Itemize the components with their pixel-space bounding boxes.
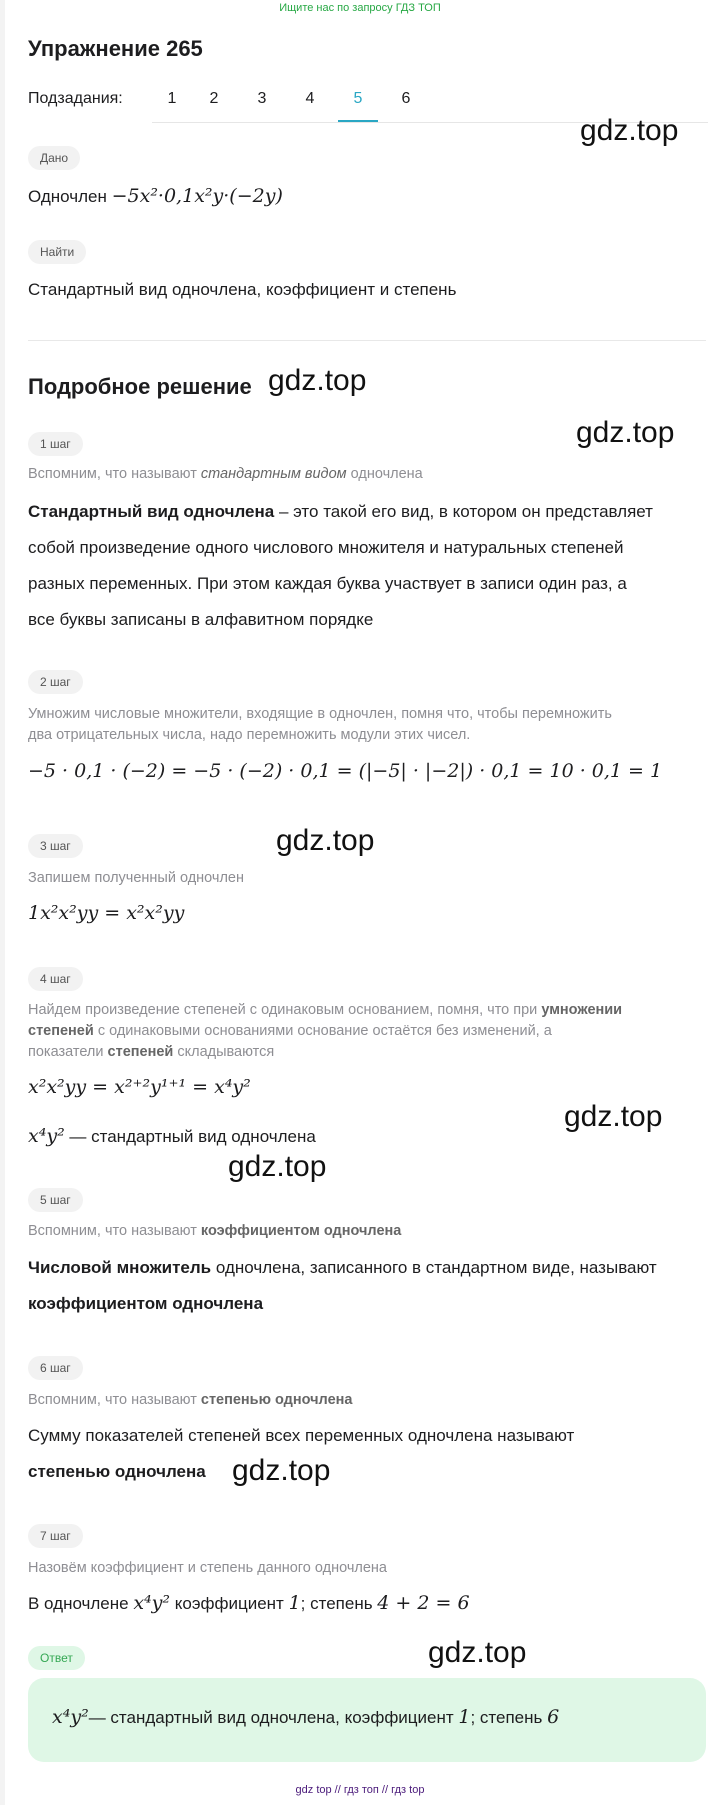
given-text <box>28 178 698 215</box>
answer-box <box>28 1678 706 1762</box>
step-7-hint: Назовём коэффициент и степень данного одночлена <box>28 1560 387 1576</box>
tab-2[interactable]: 2 <box>209 90 219 107</box>
answer-text-a: — стандартный вид одночлена, коэффициент <box>88 1708 459 1727</box>
step-2-hint2: два отрицательных числа, надо перемножить модули этих чисел. <box>28 727 471 743</box>
step-5-hint-b: коэффициентом одночлена <box>200 1223 402 1239</box>
step-1-line2: собой произведение одного числового множителя и натуральных степеней <box>28 538 624 557</box>
step-1-line1-text: – это такой его вид, в котором он представляет <box>274 502 653 521</box>
step-4-hint3b: степеней <box>107 1044 174 1060</box>
answer-deg: 6 <box>547 1706 560 1728</box>
step-4-math: x²x²yy = x²⁺²y¹⁺¹ = x⁴y² <box>28 1076 251 1098</box>
step-5-hint <box>28 1221 708 1242</box>
step-6-bold2: степенью одночлена <box>28 1462 206 1481</box>
tab-1[interactable]: 1 <box>167 90 177 107</box>
tab-3[interactable]: 3 <box>257 90 267 107</box>
step-7-math-a: x⁴y² <box>133 1592 171 1614</box>
step-3-math: 1x²x²yy = x²x²yy <box>28 902 185 924</box>
given-chip: Дано <box>28 146 80 170</box>
step-4-result-text: — стандартный вид одночлена <box>64 1127 316 1146</box>
step-2-hint1: Умножим числовые множители, входящие в одночлен, помня что, чтобы перемножить <box>28 706 612 722</box>
answer-chip: Ответ <box>28 1646 85 1670</box>
step-4-hint1 <box>28 1000 708 1021</box>
tab-6[interactable]: 6 <box>401 90 411 107</box>
step-3-hint: Запишем полученный одночлен <box>28 870 245 886</box>
step-5-bold1: Числовой множитель <box>28 1258 212 1277</box>
step-1-hint-a: Вспомним, что называют <box>28 466 201 482</box>
step-4-hint2b: с одинаковыми основаниями основание остаётся без изменений, а <box>93 1023 552 1039</box>
step-7-math-c: 4 + 2 = 6 <box>377 1592 470 1614</box>
step-5-line1 <box>28 1250 698 1286</box>
step-4-hint1b: умножении <box>541 1002 623 1018</box>
step-7-chip: 7 шаг <box>28 1524 83 1548</box>
watermark: gdz.top <box>428 1636 527 1669</box>
subtasks-label: Подзадания: <box>28 90 123 107</box>
tab-4[interactable]: 4 <box>305 90 315 107</box>
answer-text <box>52 1706 559 1728</box>
step-4-chip: 4 шаг <box>28 967 83 991</box>
step-6-hint-a: Вспомним, что называют <box>28 1392 201 1408</box>
step-4-hint2a: степеней <box>28 1023 94 1039</box>
step-1-chip: 1 шаг <box>28 432 83 456</box>
step-7-text-b: коэффициент <box>170 1594 289 1613</box>
solution-title: Подробное решение <box>28 374 252 399</box>
step-5-hint-a: Вспомним, что называют <box>28 1223 201 1239</box>
answer-math: x⁴y² <box>52 1706 89 1728</box>
step-4-result-math: x⁴y² <box>28 1125 65 1147</box>
step-1-hint-b: одночлена <box>346 466 423 482</box>
watermark: gdz.top <box>268 364 367 397</box>
divider <box>28 340 706 341</box>
given-prefix: Одночлен <box>28 187 107 206</box>
step-5-text1: одночлена, записанного в стандартном виде, называют <box>211 1258 657 1277</box>
find-text: Стандартный вид одночлена, коэффициент и степень <box>28 280 457 299</box>
watermark: gdz.top <box>228 1150 327 1183</box>
step-1-line1 <box>28 494 698 530</box>
footer-links[interactable]: gdz top // гдз топ // гдз top <box>295 1784 425 1796</box>
step-6-line1: Сумму показателей степеней всех переменных одночлена называют <box>28 1426 575 1445</box>
answer-coef: 1 <box>458 1706 471 1728</box>
step-3-chip: 3 шаг <box>28 834 83 858</box>
step-4-hint3 <box>28 1042 708 1063</box>
step-4-hint3a: показатели <box>28 1044 108 1060</box>
tab-5[interactable]: 5 <box>338 90 378 122</box>
step-6-hint <box>28 1390 708 1411</box>
step-2-math: −5 · 0,1 · (−2) = −5 · (−2) · 0,1 = (|−5| · |−2|) · 0,1 = 10 · 0,1 = 1 <box>28 760 663 782</box>
find-chip: Найти <box>28 240 86 264</box>
watermark: gdz.top <box>232 1454 331 1487</box>
step-1-hint-em: стандартным видом <box>200 466 347 482</box>
step-6-chip: 6 шаг <box>28 1356 83 1380</box>
step-7-math-b: 1 <box>288 1592 301 1614</box>
step-1-hint <box>28 464 708 485</box>
step-6-hint-b: степенью одночлена <box>200 1392 353 1408</box>
step-5-chip: 5 шаг <box>28 1188 83 1212</box>
left-rule <box>0 0 5 1805</box>
watermark: gdz.top <box>564 1100 663 1133</box>
answer-text-b: ; степень <box>470 1708 548 1727</box>
step-1-line3: разных переменных. При этом каждая буква участвует в записи один раз, а <box>28 574 627 593</box>
step-4-hint1a: Найдем произведение степеней с одинаковым основанием, помня, что при <box>28 1002 542 1018</box>
step-2-chip: 2 шаг <box>28 670 83 694</box>
step-1-bold: Стандартный вид одночлена <box>28 502 275 521</box>
step-7-line <box>28 1585 698 1622</box>
given-expr: −5x²·0,1x²y·(−2y) <box>111 185 283 207</box>
watermark: gdz.top <box>576 416 675 449</box>
step-5-line2 <box>28 1286 698 1322</box>
step-4-hint3c: складываются <box>173 1044 275 1060</box>
step-7-text-a: В одночлене <box>28 1594 134 1613</box>
step-7-text-c: ; степень <box>300 1594 378 1613</box>
watermark: gdz.top <box>276 824 375 857</box>
step-1-line4: все буквы записаны в алфавитном порядке <box>28 610 374 629</box>
page-title: Упражнение 265 <box>28 36 203 61</box>
step-4-hint2 <box>28 1021 708 1042</box>
top-banner: Ищите нас по запросу ГДЗ ТОП <box>279 2 441 14</box>
step-6-line2 <box>28 1454 698 1490</box>
watermark: gdz.top <box>580 114 679 147</box>
step-5-bold2: коэффициентом одночлена <box>28 1294 264 1313</box>
